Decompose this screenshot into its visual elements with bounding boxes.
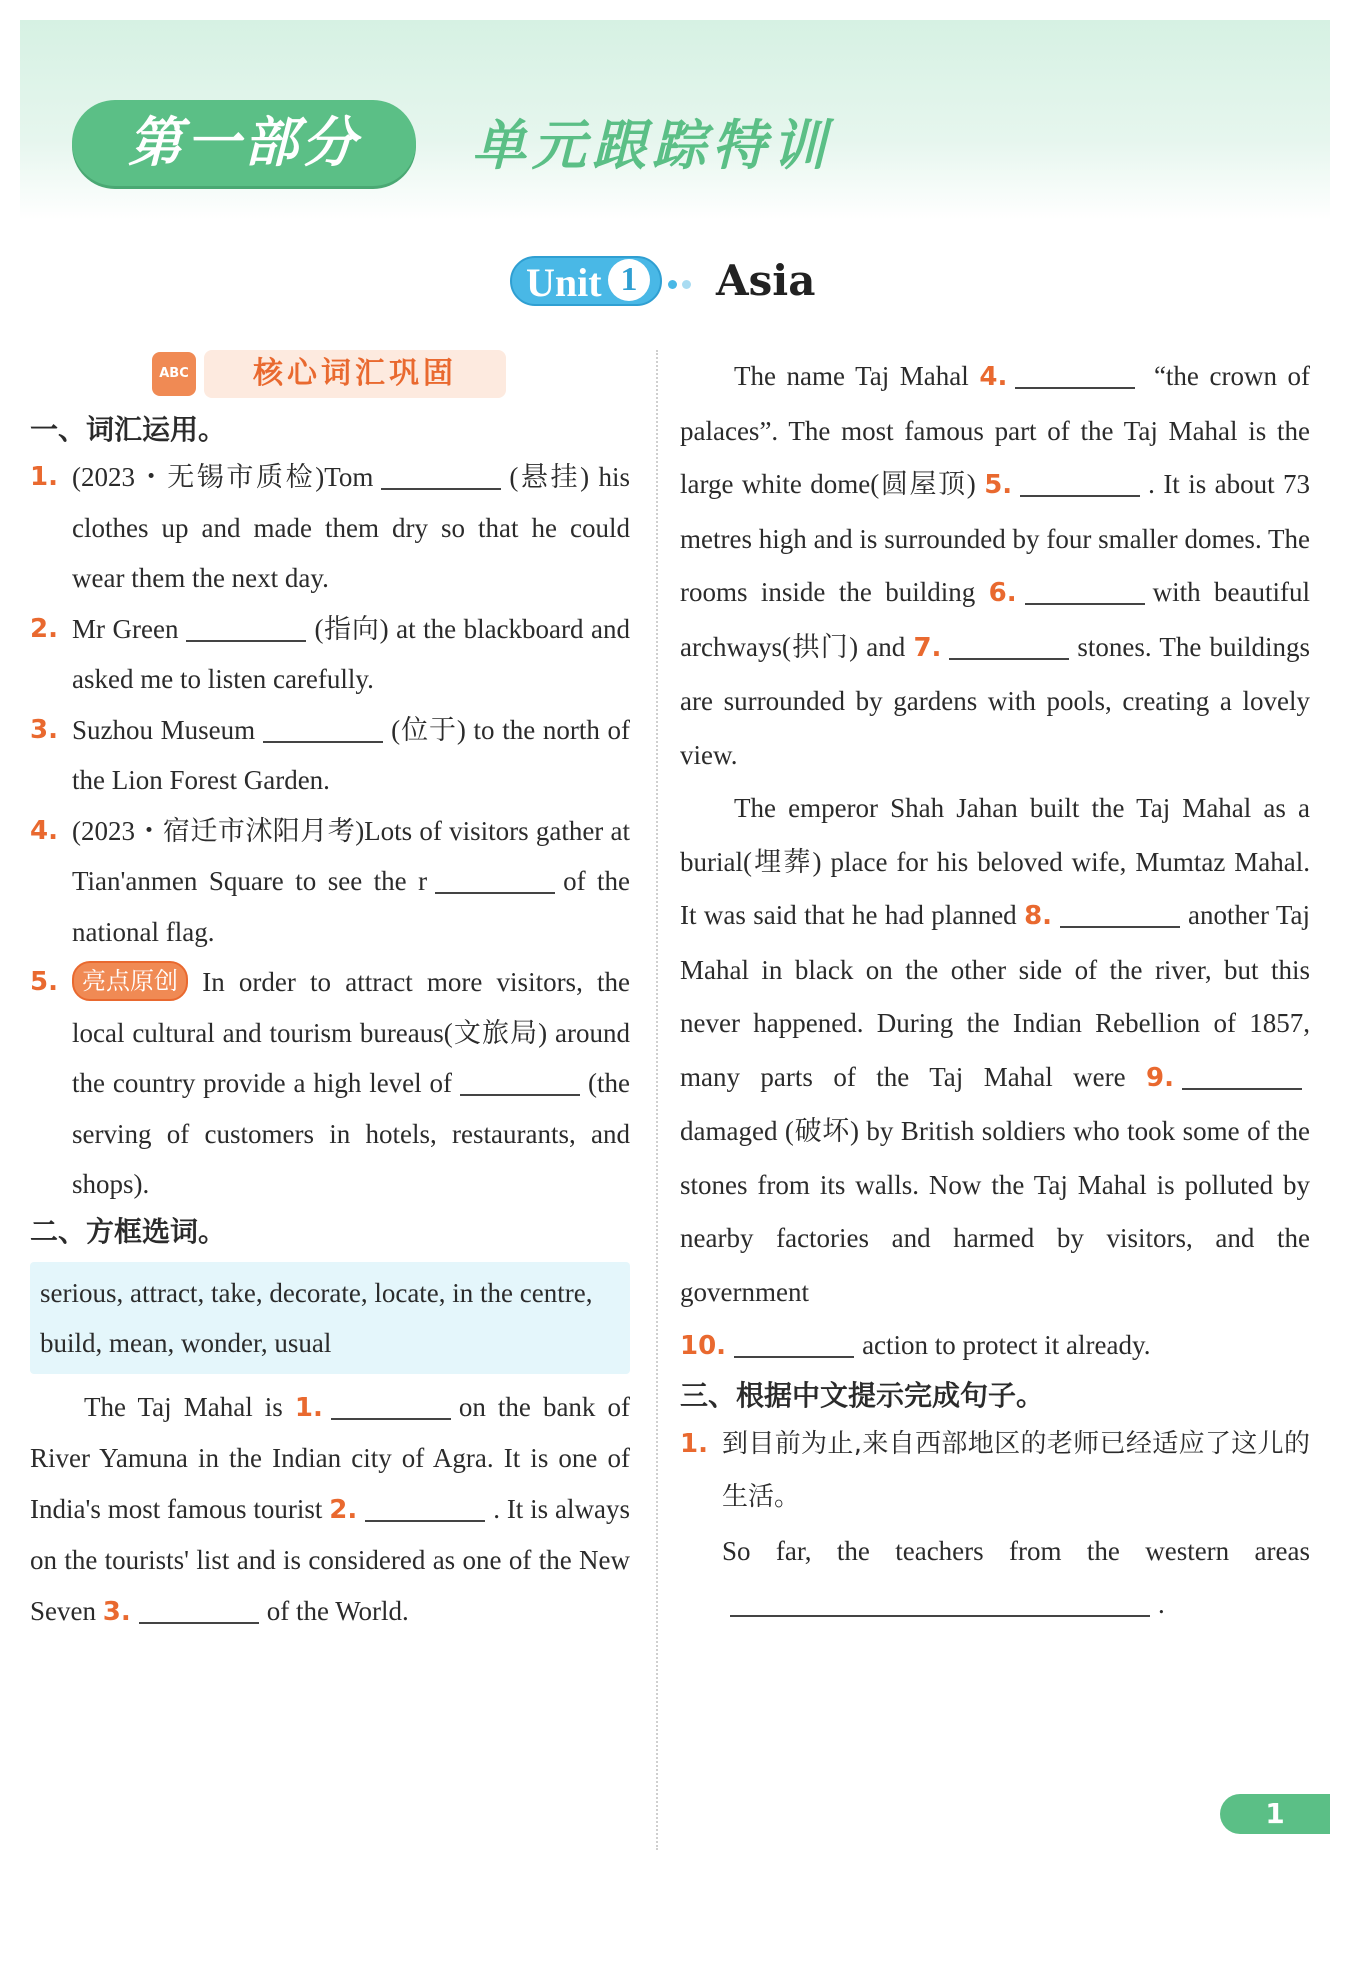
answer-blank[interactable] xyxy=(1060,898,1180,928)
item-text-before: In order to attract more visitors, the local cultural and tourism bureaus(文旅局) around the country provide a high level of xyxy=(72,967,630,1098)
answer-blank[interactable] xyxy=(263,713,383,743)
passage-text: The emperor Shah Jahan built the Taj Mahal as a burial(埋葬) place for his beloved wife, Mumtaz Mahal. It was said that he had planned xyxy=(680,793,1310,930)
column-divider xyxy=(656,350,658,1850)
unit-label: Unit xyxy=(526,260,602,305)
original-highlight-tag: 亮点原创 xyxy=(72,961,188,1001)
answer-blank[interactable] xyxy=(435,864,555,894)
blank-number: 6. xyxy=(988,578,1017,608)
abc-book-icon: ABC xyxy=(152,352,196,396)
section-tag xyxy=(152,350,630,402)
passage-text: damaged (破坏) by British soldiers who took some of the stones from its walls. Now the Taj Mahal is polluted by nearby factories and harmed by visitors, and the government xyxy=(680,1116,1310,1307)
answer-blank[interactable] xyxy=(331,1390,451,1420)
part-title: 单元跟踪特训 xyxy=(472,114,832,177)
item-number: 4. xyxy=(30,815,58,846)
answer-blank[interactable] xyxy=(365,1492,485,1522)
answer-blank[interactable] xyxy=(460,1066,580,1096)
part1-item-2 xyxy=(30,604,630,705)
passage-text: The Taj Mahal is xyxy=(84,1391,283,1422)
part1-item-4 xyxy=(30,806,630,958)
answer-blank[interactable] xyxy=(381,460,501,490)
blank-number: 7. xyxy=(913,632,942,663)
page xyxy=(20,20,1330,1960)
blank-number: 10. xyxy=(680,1331,727,1361)
blank-number: 2. xyxy=(329,1494,358,1525)
sentence-text: So far, the teachers from the western areas xyxy=(722,1535,1310,1566)
blank-number: 1. xyxy=(294,1392,323,1423)
item-text-before: (2023・宿迁市沭阳月考)Lots of visitors gather at Tian'anmen Square to see the r xyxy=(72,815,630,896)
chinese-prompt: 到目前为止,来自西部地区的老师已经适应了这儿的生活。 xyxy=(722,1428,1310,1512)
answer-blank[interactable] xyxy=(1025,575,1145,605)
blank-number: 4. xyxy=(979,362,1008,392)
item-number: 1. xyxy=(680,1428,708,1459)
item-text-after: (the serving of customers in hotels, restaurants, and shops). xyxy=(72,1068,630,1199)
blank-number: 3. xyxy=(102,1596,131,1627)
word-box: serious, attract, take, decorate, locate, in the centre, build, mean, wonder, usual xyxy=(30,1262,630,1374)
part3-item-1 xyxy=(680,1418,1310,1632)
answer-blank[interactable] xyxy=(734,1328,854,1358)
part1-item-3 xyxy=(30,705,630,806)
answer-blank[interactable] xyxy=(949,630,1069,660)
header-band xyxy=(20,20,1330,220)
sentence-end: . xyxy=(1158,1589,1165,1619)
part1-item-5 xyxy=(30,957,630,1210)
unit-number: 1 xyxy=(608,259,650,301)
unit-dots-decoration xyxy=(668,276,708,288)
page-number: 1 xyxy=(1220,1794,1330,1834)
blank-number: 9. xyxy=(1146,1062,1174,1093)
answer-blank[interactable] xyxy=(139,1594,259,1624)
right-column xyxy=(680,350,1310,1632)
left-column xyxy=(30,350,630,1637)
english-sentence xyxy=(722,1525,1310,1632)
part1-heading: 一、词汇运用。 xyxy=(30,413,227,446)
answer-blank[interactable] xyxy=(730,1587,1150,1617)
passage-text: another Taj Mahal in black on the other side of the river, but this never happened. During the Indian Rebellion of 1857, many parts of the Taj Mahal were xyxy=(680,900,1310,1092)
part3-heading: 三、根据中文提示完成句子。 xyxy=(680,1378,1045,1412)
answer-blank[interactable] xyxy=(1015,359,1135,389)
item-text-before: (2023・无锡市质检)Tom xyxy=(72,462,374,492)
passage-text: on the bank of River Yamuna in the Indian city of Agra. It is one of India's most famous tourist xyxy=(30,1391,630,1524)
unit-name: Asia xyxy=(716,256,816,305)
blank-number: 5. xyxy=(984,470,1013,500)
part2-heading: 二、方框选词。 xyxy=(30,1214,227,1248)
part-label: 第一部分 xyxy=(72,100,416,186)
passage-text: action to protect it already. xyxy=(862,1330,1151,1360)
item-text-after: (指向) at the blackboard and asked me to listen carefully. xyxy=(72,613,630,694)
item-text-before: Suzhou Museum xyxy=(72,714,256,745)
passage-text: “the crown of palaces”. The most famous part of the Taj Mahal is the large white dome(圆屋顶) xyxy=(680,361,1311,499)
passage-text: of the World. xyxy=(266,1595,409,1626)
answer-blank[interactable] xyxy=(1182,1060,1302,1090)
part1-item-1 xyxy=(30,452,630,604)
passage-paragraph-3-end xyxy=(680,1319,1310,1374)
passage-text: The name Taj Mahal xyxy=(734,361,969,391)
section-tag-label: 核心词汇巩固 xyxy=(204,350,506,398)
passage-text: . It is about 73 metres high and is surrounded by four smaller domes. The rooms inside the building xyxy=(680,469,1310,607)
item-text-before: Mr Green xyxy=(72,613,179,644)
answer-blank[interactable] xyxy=(1020,467,1140,497)
passage-paragraph-1 xyxy=(30,1382,630,1638)
item-number: 1. xyxy=(30,462,58,492)
blank-number: 8. xyxy=(1024,901,1053,931)
passage-text: stones. The buildings are surrounded by gardens with pools, creating a lovely view. xyxy=(680,631,1310,770)
answer-blank[interactable] xyxy=(186,612,306,642)
item-number: 3. xyxy=(30,714,58,745)
passage-text: with beautiful archways(拱门) and xyxy=(680,577,1311,662)
passage-text: . It is always on the tourists' list and is considered as one of the New Seven xyxy=(30,1493,630,1626)
item-text-after: (悬挂) his clothes up and made them dry so that he could wear them the next day. xyxy=(72,462,630,593)
item-text-after: (位于) to the north of the Lion Forest Garden. xyxy=(72,714,631,795)
item-text-after: of the national flag. xyxy=(72,866,630,947)
passage-paragraph-2 xyxy=(680,350,1310,782)
item-number: 5. xyxy=(30,967,58,997)
item-number: 2. xyxy=(30,613,58,644)
passage-paragraph-3 xyxy=(680,782,1310,1319)
